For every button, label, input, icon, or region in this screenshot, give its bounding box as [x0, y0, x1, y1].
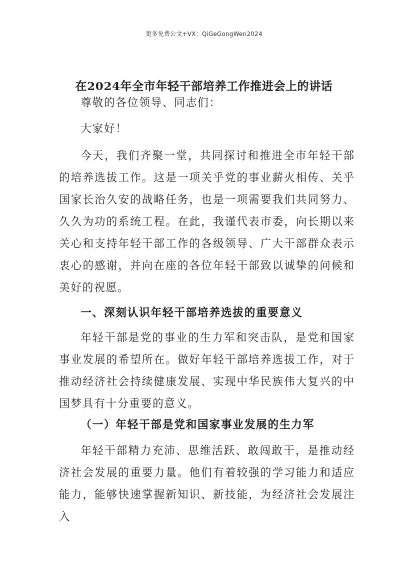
subsection-heading: （一）年轻干部是党和国家事业发展的生力军	[80, 418, 315, 431]
section-paragraph: 年轻干部是党的事业的生力军和突击队，是党和国家事业发展的希望所在。做好年轻干部培养选拔工作，对于推动经济社会持续健康发展、实现中华民族伟大复兴的中国梦具有十分重要的意义。	[59, 331, 355, 410]
header-note: 更多免费公文+VX：QiGeGongWen2024	[145, 31, 263, 38]
document-title: 在2024年全市年轻干部培养工作推进会上的讲话	[75, 79, 333, 93]
intro-paragraph: 今天，我们齐聚一堂，共同探讨和推进全市年轻干部的培养选拔工作。这是一项关乎党的事业薪火相传、关乎国家长治久安的战略任务，也是一项需要我们共同努力、久久为功的系统工程。在此，我谨代表市委，向长期以来关心和支持年轻干部工作的各级领导、广大干部群众表示衷心的感谢，并向在座的各位年轻干部致以诚挚的问候和美好的祝愿。	[59, 149, 355, 294]
subsection-paragraph: 年轻干部精力充沛、思维活跃、敢闯敢干，是推动经济社会发展的重要力量。他们有着较强的学习能力和适应能力，能够快速掌握新知识、新技能，为经济社会发展注入	[59, 444, 355, 523]
section-heading: 一、深刻认识年轻干部培养选拔的重要意义	[80, 306, 303, 319]
salutation: 尊敬的各位领导、同志们：	[80, 96, 221, 109]
greeting: 大家好！	[80, 122, 128, 135]
